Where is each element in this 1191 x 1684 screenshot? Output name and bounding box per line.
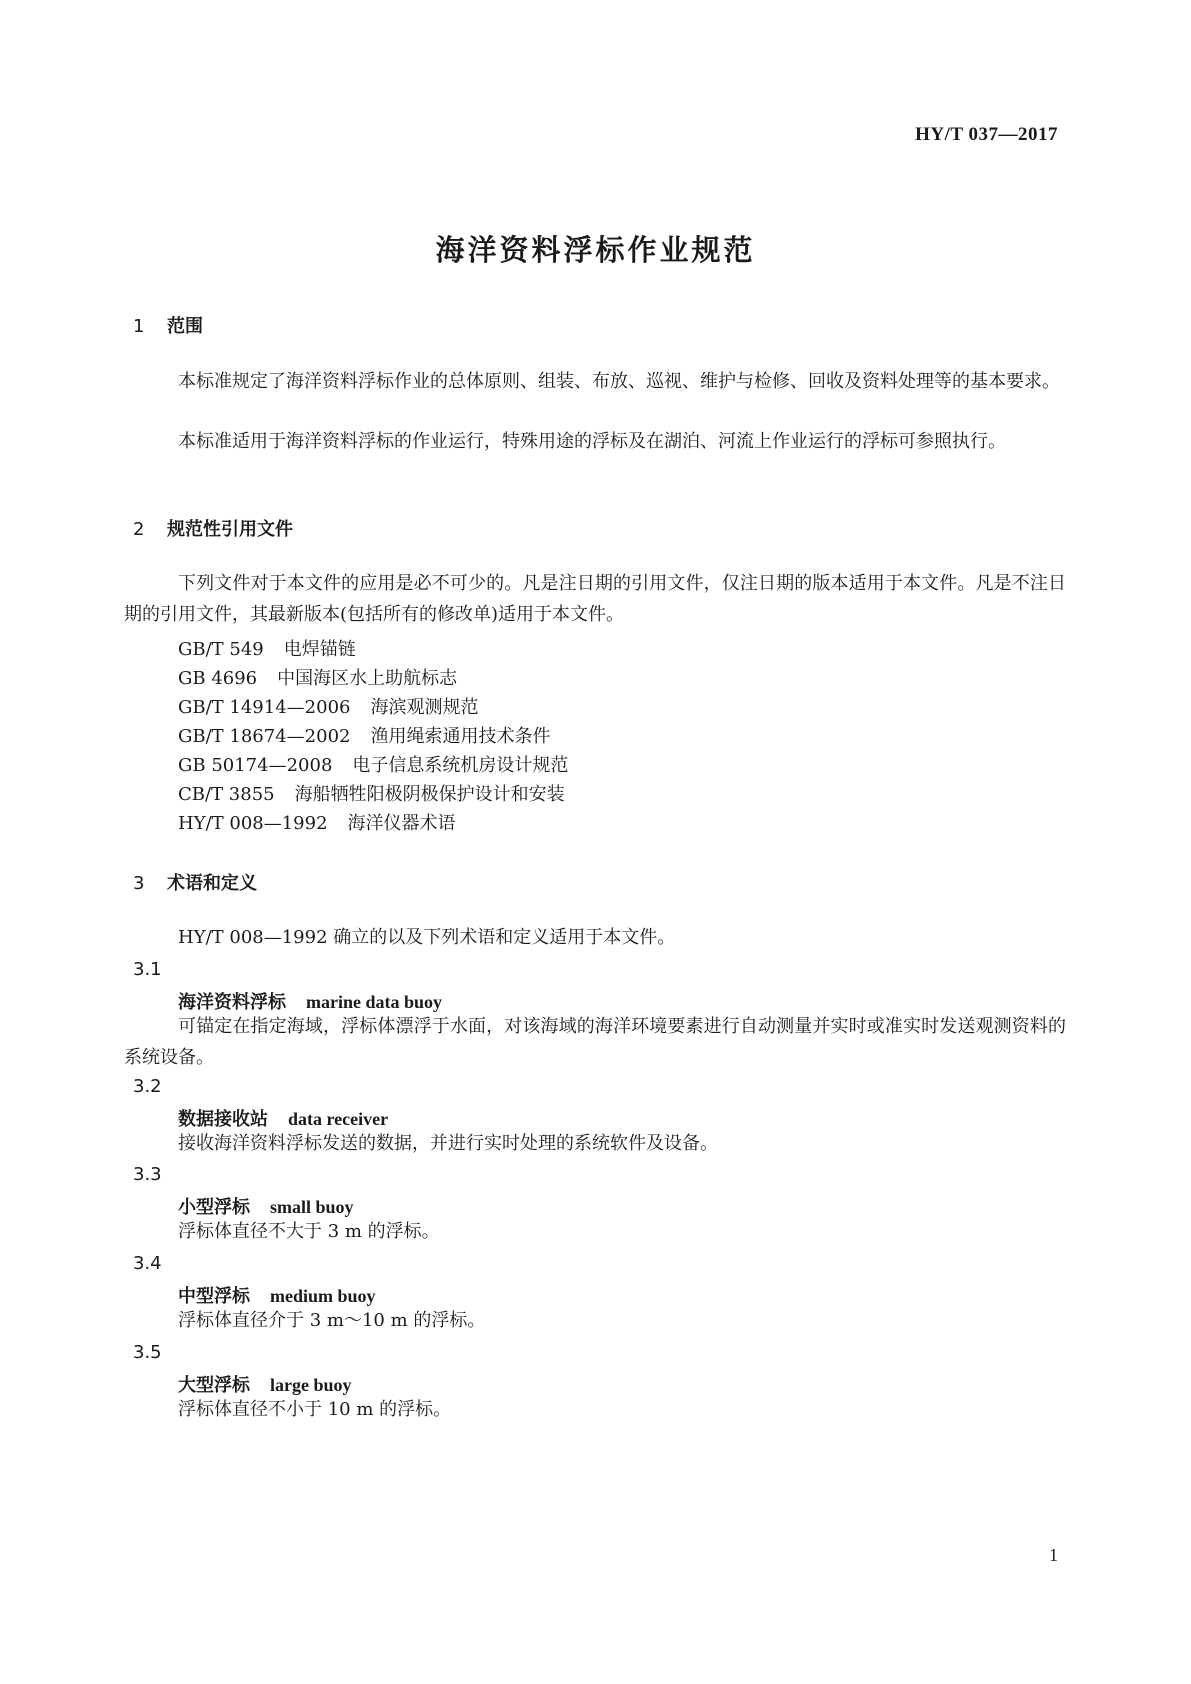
term-definition: 浮标体直径介于 3 m～10 m 的浮标。 — [178, 1310, 486, 1331]
section-2-intro: 下列文件对于本文件的应用是必不可少的。凡是注日期的引用文件，仅注日期的版本适用于本文件。凡是不注日期的引用文件，其最新版本(包括所有的修改单)适用于本文件。 — [124, 573, 1066, 625]
reference-item — [178, 635, 356, 661]
reference-code: GB/T 14914—2006 — [178, 697, 351, 718]
term-en: large buoy — [270, 1375, 352, 1395]
reference-code: GB 4696 — [178, 668, 258, 689]
term-en: marine data buoy — [306, 992, 443, 1012]
reference-name: 中国海区水上助航标志 — [277, 668, 458, 689]
term-en: data receiver — [288, 1109, 389, 1129]
section-3-heading — [133, 869, 257, 895]
term-en: small buoy — [270, 1197, 354, 1217]
reference-item — [178, 751, 568, 777]
reference-code: GB/T 549 — [178, 639, 264, 660]
reference-name: 海船牺牲阳极阴极保护设计和安装 — [294, 784, 565, 805]
reference-code: CB/T 3855 — [178, 784, 275, 805]
term-number: 3.5 — [133, 1342, 162, 1363]
term-number: 3.2 — [133, 1076, 162, 1097]
reference-name: 海滨观测规范 — [370, 697, 479, 718]
section-3-intro: HY/T 008—1992 确立的以及下列术语和定义适用于本文件。 — [178, 927, 676, 948]
reference-name: 渔用绳索通用技术条件 — [370, 726, 551, 747]
term-number: 3.1 — [133, 959, 162, 980]
term-definition: 接收海洋资料浮标发送的数据，并进行实时处理的系统软件及设备。 — [178, 1133, 718, 1154]
reference-item — [178, 809, 456, 835]
term-zh: 海洋资料浮标 — [178, 992, 286, 1013]
section-1-paragraph-1: 本标准规定了海洋资料浮标作业的总体原则、组装、布放、巡视、维护与检修、回收及资料处理等的基本要求。 — [178, 371, 1060, 392]
standard-number: HY/T 037—2017 — [915, 124, 1058, 145]
reference-name: 电焊锚链 — [283, 639, 356, 660]
reference-item — [178, 664, 457, 690]
section-title: 规范性引用文件 — [167, 519, 293, 540]
section-number: 1 — [133, 316, 145, 337]
section-2-heading — [133, 515, 293, 541]
section-number: 2 — [133, 519, 145, 540]
term-definition: 可锚定在指定海域，浮标体漂浮于水面，对该海域的海洋环境要素进行自动测量并实时或准实时发送观测资料的系统设备。 — [124, 1016, 1066, 1068]
term-zh: 中型浮标 — [178, 1286, 250, 1307]
reference-name: 电子信息系统机房设计规范 — [352, 755, 569, 776]
term-zh: 小型浮标 — [178, 1197, 250, 1218]
term-definition: 浮标体直径不大于 3 m 的浮标。 — [178, 1221, 440, 1242]
reference-code: HY/T 008—1992 — [178, 813, 328, 834]
term-definition: 浮标体直径不小于 10 m 的浮标。 — [178, 1399, 452, 1420]
page-number: 1 — [1049, 1545, 1058, 1565]
reference-item — [178, 693, 478, 719]
reference-code: GB/T 18674—2002 — [178, 726, 351, 747]
reference-item — [178, 780, 565, 806]
term-number: 3.4 — [133, 1253, 162, 1274]
section-title: 范围 — [167, 316, 203, 337]
section-1-heading — [133, 312, 203, 338]
term-zh: 大型浮标 — [178, 1375, 250, 1396]
reference-name: 海洋仪器术语 — [347, 813, 456, 834]
section-number: 3 — [133, 873, 145, 894]
reference-item — [178, 722, 550, 748]
reference-code: GB 50174—2008 — [178, 755, 333, 776]
term-number: 3.3 — [133, 1164, 162, 1185]
section-title: 术语和定义 — [167, 873, 257, 894]
term-zh: 数据接收站 — [178, 1109, 268, 1130]
term-en: medium buoy — [270, 1286, 376, 1306]
document-title: 海洋资料浮标作业规范 — [435, 233, 756, 267]
section-1-paragraph-2: 本标准适用于海洋资料浮标的作业运行，特殊用途的浮标及在湖泊、河流上作业运行的浮标可参照执行。 — [178, 431, 1006, 452]
